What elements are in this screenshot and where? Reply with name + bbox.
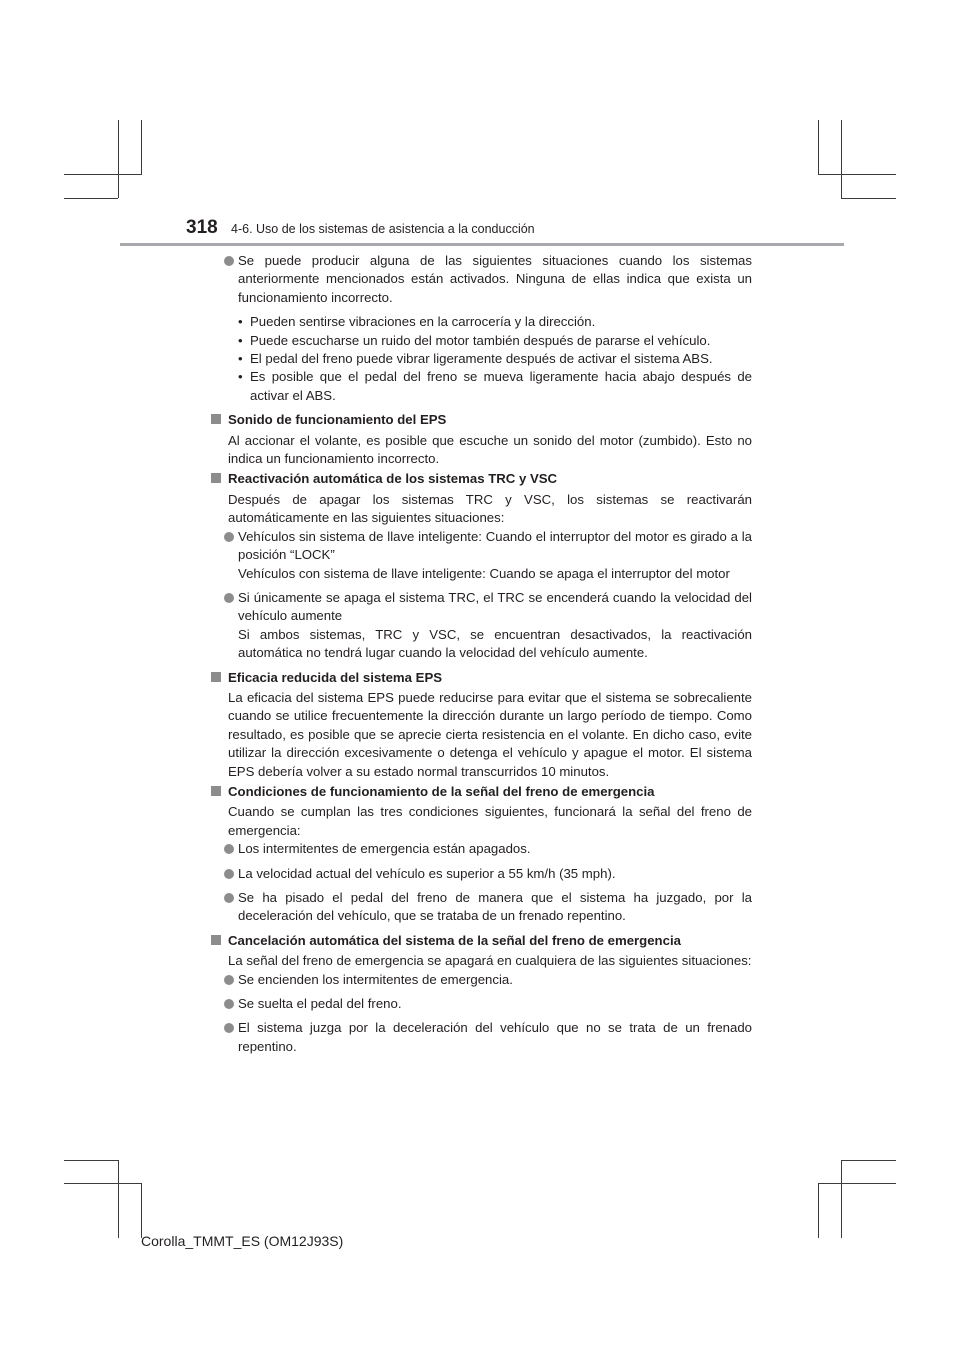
square-bullet-icon [211, 672, 221, 682]
bullet-item [210, 995, 752, 1013]
circle-bullet-icon [224, 844, 234, 854]
crop-mark [64, 174, 142, 175]
crop-mark [818, 1183, 896, 1184]
manual-id: Corolla_TMMT_ES (OM12J93S) [141, 1233, 344, 1249]
bullet-item [210, 589, 752, 663]
crop-mark [818, 174, 896, 175]
section-paragraph: Al accionar el volante, es posible que escuche un sonido del motor (zumbido). Esto no indica un funcionamiento incorrecto. [228, 432, 752, 467]
sub-item-text: Es posible que el pedal del freno se mueva ligeramente hacia abajo después de activar el ABS. [250, 369, 752, 403]
page-number: 318 [186, 217, 218, 238]
section-heading [210, 783, 752, 801]
bullet-text: Si únicamente se apaga el sistema TRC, el TRC se encenderá cuando la velocidad del vehículo aumente [238, 589, 752, 624]
crop-mark [64, 198, 118, 199]
crop-mark [818, 120, 819, 174]
heading-text: Eficacia reducida del sistema EPS [228, 669, 443, 685]
circle-bullet-icon [224, 869, 234, 879]
bullet-item [210, 971, 752, 989]
sub-list-item [210, 350, 752, 368]
circle-bullet-icon [224, 256, 234, 266]
heading-text: Reactivación automática de los sistemas TRC y VSC [228, 471, 558, 487]
sub-item-text: El pedal del freno puede vibrar ligeramente después de activar el sistema ABS. [250, 351, 713, 367]
circle-bullet-icon [224, 593, 234, 603]
bullet-item [210, 528, 752, 583]
bullet-item [210, 252, 752, 307]
section-title: 4-6. Uso de los sistemas de asistencia a la conducción [231, 222, 535, 236]
sub-list-item [210, 368, 752, 405]
crop-mark [141, 1183, 142, 1238]
circle-bullet-icon [224, 1023, 234, 1033]
circle-bullet-icon [224, 999, 234, 1009]
sub-list [210, 313, 752, 405]
bullet-item [210, 840, 752, 858]
bullet-item [210, 889, 752, 926]
crop-mark [118, 120, 119, 198]
circle-bullet-icon [224, 975, 234, 985]
bullet-text: Se ha pisado el pedal del freno de manera que el sistema ha juzgado, por la deceleración del vehículo, que se trataba de un frenado repentino. [238, 890, 752, 924]
crop-mark [841, 1160, 842, 1238]
square-bullet-icon [211, 473, 221, 483]
sub-list-item [210, 313, 752, 331]
bullet-text: El sistema juzga por la deceleración del vehículo que no se trata de un frenado repentino. [238, 1020, 752, 1054]
square-bullet-icon [211, 786, 221, 796]
section-heading [210, 470, 752, 488]
dot-bullet-icon: • [238, 314, 243, 330]
crop-mark [841, 1160, 896, 1161]
square-bullet-icon [211, 935, 221, 945]
circle-bullet-icon [224, 893, 234, 903]
sub-list-item [210, 332, 752, 350]
dot-bullet-icon: • [238, 369, 243, 385]
bullet-text: Vehículos con sistema de llave inteligente: Cuando se apaga el interruptor del motor [238, 565, 730, 581]
section-paragraph: La eficacia del sistema EPS puede reducirse para evitar que el sistema se sobrecaliente cuando se utilice frecuentemente la dirección durante un largo período de tiempo. Como resultado, es posible que se aprecie cierta resistencia en el volante. En dicho caso, evite utilizar la dirección excesivamente o detenga el vehículo y apague el motor. El sistema EPS debería volver a su estado normal transcurridos 10 minutos. [228, 689, 752, 779]
sub-item-text: Puede escucharse un ruido del motor también después de pararse el vehículo. [250, 332, 711, 348]
bullet-item [210, 865, 752, 883]
bullet-item [210, 1019, 752, 1056]
bullet-text: Vehículos sin sistema de llave inteligente: Cuando el interruptor del motor es girado a la posición “LOCK” [238, 528, 752, 563]
crop-mark [141, 120, 142, 174]
bullet-text: Los intermitentes de emergencia están apagados. [238, 841, 531, 857]
dot-bullet-icon: • [238, 332, 243, 348]
bullet-text: Si ambos sistemas, TRC y VSC, se encuentran desactivados, la reactivación automática no tendrá lugar cuando la velocidad del vehículo aumente. [238, 626, 752, 661]
section-heading [210, 411, 752, 429]
section-paragraph: Cuando se cumplan las tres condiciones siguientes, funcionará la señal del freno de emergencia: [228, 804, 752, 838]
section-paragraph: La señal del freno de emergencia se apagará en cualquiera de las siguientes situaciones: [228, 953, 752, 969]
crop-mark [64, 1160, 118, 1161]
bullet-text: Se suelta el pedal del freno. [238, 996, 402, 1012]
crop-mark [841, 120, 842, 198]
circle-bullet-icon [224, 532, 234, 542]
heading-text: Condiciones de funcionamiento de la señal del freno de emergencia [228, 783, 655, 799]
section-paragraph: Después de apagar los sistemas TRC y VSC, los sistemas se reactivarán automáticamente en las siguientes situaciones: [228, 491, 752, 526]
crop-mark [118, 1160, 119, 1238]
dot-bullet-icon: • [238, 351, 243, 367]
header-rule [120, 243, 844, 246]
section-heading [210, 932, 752, 950]
crop-mark [841, 198, 896, 199]
bullet-text: La velocidad actual del vehículo es superior a 55 km/h (35 mph). [238, 865, 616, 881]
heading-text: Cancelación automática del sistema de la señal del freno de emergencia [228, 932, 681, 948]
sub-item-text: Pueden sentirse vibraciones en la carrocería y la dirección. [250, 314, 596, 330]
section-heading [210, 669, 752, 687]
page-content [210, 252, 752, 1062]
bullet-text: Se puede producir alguna de las siguientes situaciones cuando los sistemas anteriormente mencionados están activados. Ninguna de ellas indica que exista un funcionamiento incorrecto. [238, 253, 752, 305]
square-bullet-icon [211, 414, 221, 424]
crop-mark [818, 1183, 819, 1238]
heading-text: Sonido de funcionamiento del EPS [228, 412, 447, 428]
crop-mark [64, 1183, 142, 1184]
bullet-text: Se encienden los intermitentes de emergencia. [238, 971, 513, 987]
